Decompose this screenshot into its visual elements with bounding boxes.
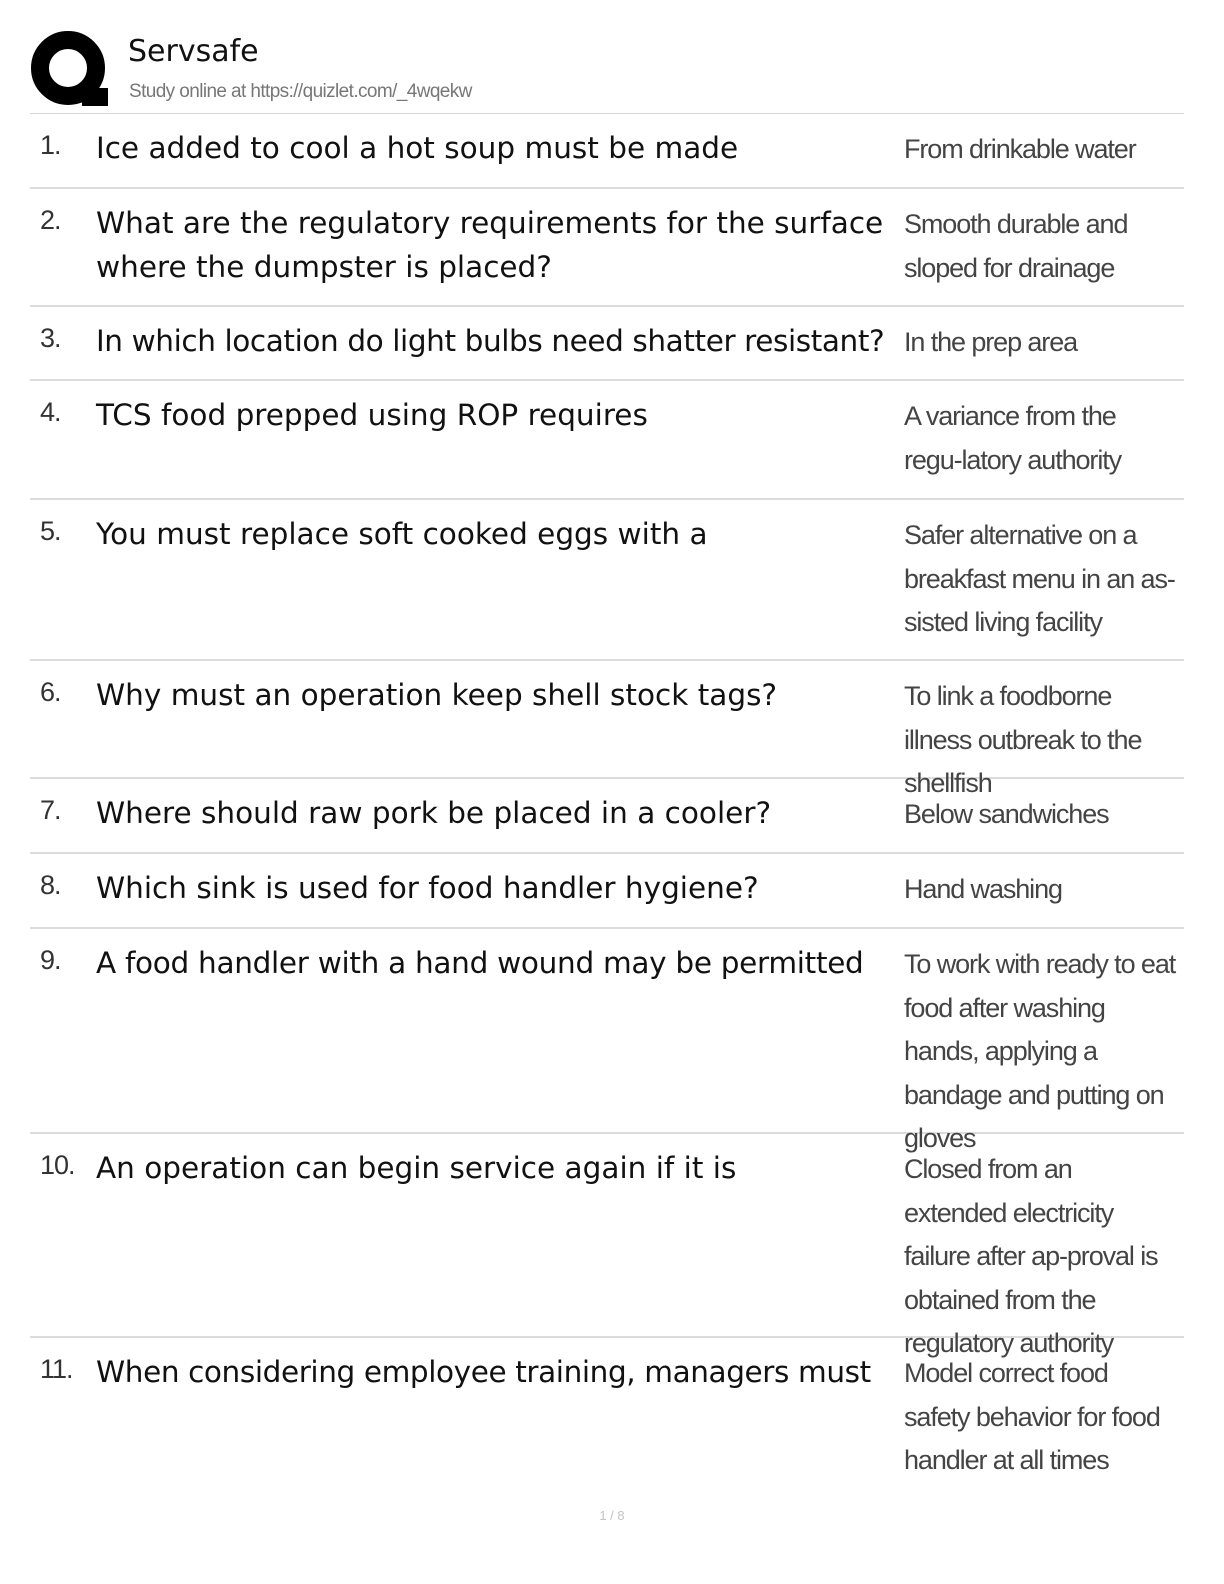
card-number: 6. [40,677,61,707]
card-term: Which sink is used for food handler hygiene? [96,871,759,905]
card-number: 8. [40,870,61,900]
flashcard-row [30,500,1184,661]
card-number: 2. [40,205,61,235]
flashcard-row [30,114,1184,189]
card-definition: Below sandwiches [904,799,1109,829]
card-definition: A variance from the regu-latory authority [904,401,1122,475]
flashcard-row [30,1338,1184,1498]
flashcard-row [30,661,1184,798]
card-definition: In the prep area [904,327,1078,357]
document-title: Servsafe [128,34,259,69]
card-definition: To work with ready to eat food after washing hands, applying a bandage and putting on gloves [904,949,1176,1153]
flashcard-row [30,779,1184,854]
document-header [30,28,1184,114]
flashcard-row [30,854,1184,929]
card-term: You must replace soft cooked eggs with a [96,517,708,551]
flashcard-row [30,189,1184,307]
card-number: 3. [40,323,61,353]
flashcard-list [30,114,1184,1498]
card-term: A food handler with a hand wound may be permitted [96,946,864,980]
card-definition: Hand washing [904,874,1062,904]
page-number: 1 / 8 [599,1508,625,1523]
card-definition: Smooth durable and sloped for drainage [904,209,1128,283]
card-number: 1. [40,130,61,160]
card-term: TCS food prepped using ROP requires [96,398,648,432]
card-definition: Model correct food safety behavior for food handler at all times [904,1358,1160,1475]
card-term: When considering employee training, managers must [96,1355,871,1389]
card-definition: From drinkable water [904,134,1136,164]
quizlet-q-logo-icon [30,30,110,110]
card-term: Why must an operation keep shell stock tags? [96,678,778,712]
card-term: What are the regulatory requirements for the surface where the dumpster is placed? [96,206,884,284]
flashcard-row [30,1134,1184,1358]
card-number: 7. [40,795,61,825]
flashcard-row [30,307,1184,381]
card-term: An operation can begin service again if it is [96,1151,737,1185]
flashcard-row [30,929,1184,1153]
card-definition: To link a foodborne illness outbreak to the shellfish [904,681,1142,798]
card-number: 4. [40,397,61,427]
card-definition: Closed from an extended electricity failure after ap-proval is obtained from the regulatory authority [904,1154,1158,1358]
card-definition: Safer alternative on a breakfast menu in an as-sisted living facility [904,520,1175,637]
card-number: 10. [40,1150,75,1180]
study-online-link-text: Study online at https://quizlet.com/_4wqekw [129,81,472,102]
card-term: Where should raw pork be placed in a cooler? [96,796,772,830]
card-number: 11. [40,1354,73,1384]
card-term: In which location do light bulbs need shatter resistant? [96,324,885,358]
card-term: Ice added to cool a hot soup must be made [96,131,739,165]
card-number: 9. [40,945,61,975]
card-number: 5. [40,516,61,546]
flashcard-row [30,381,1184,500]
